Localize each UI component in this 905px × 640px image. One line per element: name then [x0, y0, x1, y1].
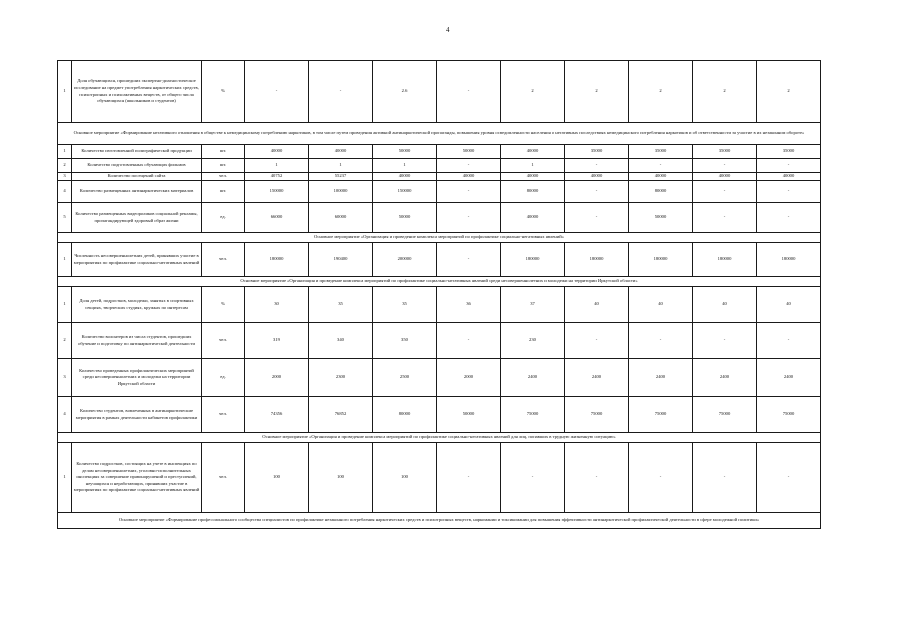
- value-cell: -: [437, 203, 501, 233]
- value-cell: 35: [309, 287, 373, 323]
- value-cell: 2400: [565, 359, 629, 397]
- row-number: 5: [58, 203, 72, 233]
- value-cell: 36: [437, 287, 501, 323]
- value-cell: -: [565, 443, 629, 513]
- value-cell: 1: [245, 159, 309, 173]
- value-cell: -: [757, 181, 821, 203]
- value-cell: 2400: [693, 359, 757, 397]
- value-cell: 2400: [629, 359, 693, 397]
- value-cell: 80000: [629, 181, 693, 203]
- value-cell: 2400: [501, 359, 565, 397]
- value-cell: 35000: [565, 145, 629, 159]
- value-cell: -: [629, 323, 693, 359]
- value-cell: 75000: [629, 397, 693, 433]
- indicator-row: [58, 323, 821, 359]
- indicator-row: [58, 397, 821, 433]
- value-cell: 74356: [245, 397, 309, 433]
- value-cell: 40000: [693, 173, 757, 181]
- section-header-row: [58, 513, 821, 529]
- indicator-name: Количество волонтеров из числа студентов, прошедших обучение и подготовку по антинаркотической деятельности: [72, 323, 202, 359]
- indicator-name: Количество размещенных антинаркотических материалов: [72, 181, 202, 203]
- value-cell: -: [501, 443, 565, 513]
- value-cell: 40000: [437, 173, 501, 181]
- value-cell: 2400: [757, 359, 821, 397]
- value-cell: -: [565, 159, 629, 173]
- value-cell: -: [629, 443, 693, 513]
- value-cell: 150000: [245, 181, 309, 203]
- indicator-name: Количество подростков, состоящих на учете в инспекциях по делам несовершеннолетних, уголовно-исполнительных инспекциях за совершение правонарушений и преступлений, неучащихся и неработающих, принявших участие в мероприятиях по профилактике социально-негативных явлений: [72, 443, 202, 513]
- value-cell: 40000: [373, 173, 437, 181]
- indicator-row: [58, 173, 821, 181]
- row-number: 1: [58, 287, 72, 323]
- value-cell: 35000: [629, 145, 693, 159]
- indicator-row: [58, 181, 821, 203]
- value-cell: -: [757, 159, 821, 173]
- value-cell: -: [757, 323, 821, 359]
- value-cell: 2: [501, 61, 565, 123]
- value-cell: 75000: [565, 397, 629, 433]
- unit-cell: чел.: [202, 443, 245, 513]
- value-cell: 180000: [501, 243, 565, 277]
- row-number: 3: [58, 359, 72, 397]
- value-cell: 40000: [629, 173, 693, 181]
- value-cell: 1: [309, 159, 373, 173]
- value-cell: 2.6: [373, 61, 437, 123]
- row-number: 1: [58, 243, 72, 277]
- value-cell: -: [757, 203, 821, 233]
- indicator-row: [58, 159, 821, 173]
- value-cell: 40000: [309, 145, 373, 159]
- value-cell: 35000: [693, 145, 757, 159]
- value-cell: 180000: [629, 243, 693, 277]
- value-cell: 2: [757, 61, 821, 123]
- unit-cell: чел.: [202, 173, 245, 181]
- unit-cell: чел.: [202, 243, 245, 277]
- section-title: Основное мероприятие «Организация и проведение комплекса мероприятий по профилактике социально-негативных явлений»: [58, 233, 821, 243]
- indicator-name: Количество подготовленных обучающих фильмов: [72, 159, 202, 173]
- unit-cell: %: [202, 61, 245, 123]
- indicator-row: [58, 203, 821, 233]
- value-cell: -: [565, 181, 629, 203]
- row-number: 3: [58, 173, 72, 181]
- value-cell: 55237: [309, 173, 373, 181]
- value-cell: -: [565, 323, 629, 359]
- value-cell: 319: [245, 323, 309, 359]
- value-cell: -: [629, 159, 693, 173]
- value-cell: 40000: [501, 173, 565, 181]
- section-title: Основное мероприятие «Формирование профессионального сообщества специалистов по профилактике незаконного потребления наркотических средств и психотропных веществ, наркомании и токсикомании для повышения эффективности антинаркотической профилактической деятельности в сфере молодежной политики»: [58, 513, 821, 529]
- value-cell: 40: [629, 287, 693, 323]
- value-cell: -: [757, 443, 821, 513]
- section-header-row: [58, 277, 821, 287]
- row-number: 1: [58, 443, 72, 513]
- row-number: 2: [58, 323, 72, 359]
- indicator-name: Количество размещенных видеороликов социальной рекламы, пропагандирующей здоровый образ жизни: [72, 203, 202, 233]
- value-cell: 350: [373, 323, 437, 359]
- value-cell: 40000: [757, 173, 821, 181]
- value-cell: -: [245, 61, 309, 123]
- value-cell: 40000: [501, 145, 565, 159]
- indicator-row: [58, 61, 821, 123]
- value-cell: 80000: [501, 181, 565, 203]
- section-header-row: [58, 433, 821, 443]
- value-cell: -: [565, 203, 629, 233]
- value-cell: 100000: [309, 181, 373, 203]
- value-cell: 2: [629, 61, 693, 123]
- unit-cell: шт.: [202, 145, 245, 159]
- value-cell: 180000: [245, 243, 309, 277]
- value-cell: -: [437, 323, 501, 359]
- indicator-row: [58, 243, 821, 277]
- value-cell: -: [437, 181, 501, 203]
- value-cell: -: [437, 443, 501, 513]
- indicator-row: [58, 145, 821, 159]
- value-cell: 40000: [245, 145, 309, 159]
- value-cell: -: [693, 159, 757, 173]
- value-cell: 35000: [757, 145, 821, 159]
- value-cell: -: [437, 243, 501, 277]
- row-number: 2: [58, 159, 72, 173]
- section-title: Основное мероприятие «Формирование негативного отношения в обществе к немедицинскому потреблению наркотиков, в том числе путем проведения активной антинаркотической пропаганды, повышения уровня осведомленности населения о негативных последствиях немедицинского потребления наркотиков и об ответственности за участие в их незаконном обороте»: [58, 123, 821, 145]
- value-cell: 50000: [373, 203, 437, 233]
- value-cell: 75000: [757, 397, 821, 433]
- value-cell: 2300: [309, 359, 373, 397]
- section-title: Основное мероприятие «Организация и проведение комплекса мероприятий по профилактике социально-негативных явлений среди несовершеннолетних и молодежи на территории Иркутской области»: [58, 277, 821, 287]
- unit-cell: шт.: [202, 181, 245, 203]
- indicator-name: Доля обучающихся, прошедших экспертно-диагностическое исследование на предмет употребления наркотических средств, психотропных и психоактивных веществ, от общего числа обучающихся (школьников и студентов): [72, 61, 202, 123]
- value-cell: 150000: [373, 181, 437, 203]
- value-cell: 2: [565, 61, 629, 123]
- value-cell: 2000: [245, 359, 309, 397]
- value-cell: 230: [501, 323, 565, 359]
- indicator-name: Количество студентов, вовлеченных в антинаркотические мероприятия в рамках деятельности кабинетов профилактики: [72, 397, 202, 433]
- value-cell: 40: [693, 287, 757, 323]
- value-cell: 2: [693, 61, 757, 123]
- value-cell: 75000: [693, 397, 757, 433]
- indicators-table: [57, 60, 821, 529]
- unit-cell: шт.: [202, 159, 245, 173]
- value-cell: 50000: [629, 203, 693, 233]
- value-cell: 190400: [309, 243, 373, 277]
- value-cell: 40752: [245, 173, 309, 181]
- value-cell: 60000: [309, 203, 373, 233]
- value-cell: -: [693, 203, 757, 233]
- unit-cell: чел.: [202, 323, 245, 359]
- value-cell: 180000: [693, 243, 757, 277]
- value-cell: 2500: [373, 359, 437, 397]
- value-cell: 35: [373, 287, 437, 323]
- indicator-row: [58, 443, 821, 513]
- value-cell: -: [693, 443, 757, 513]
- value-cell: -: [693, 323, 757, 359]
- value-cell: 340: [309, 323, 373, 359]
- value-cell: 37: [501, 287, 565, 323]
- value-cell: 30: [245, 287, 309, 323]
- value-cell: 1: [501, 159, 565, 173]
- indicator-name: Количество посещений сайта: [72, 173, 202, 181]
- indicator-name: Количество проведенных профилактических мероприятий среди несовершеннолетних и молодежи на территории Иркутской области: [72, 359, 202, 397]
- section-title: Основное мероприятие «Организация и проведение комплекса мероприятий по профилактике социально-негативных явлений для лиц, попавших в трудную жизненную ситуацию»: [58, 433, 821, 443]
- value-cell: 40: [565, 287, 629, 323]
- value-cell: 40: [757, 287, 821, 323]
- indicator-name: Количество изготовленной полиграфической продукции: [72, 145, 202, 159]
- value-cell: 100: [245, 443, 309, 513]
- section-header-row: [58, 123, 821, 145]
- unit-cell: %: [202, 287, 245, 323]
- value-cell: 200000: [373, 243, 437, 277]
- value-cell: 50000: [373, 145, 437, 159]
- unit-cell: ед.: [202, 359, 245, 397]
- value-cell: 50000: [437, 397, 501, 433]
- value-cell: 100: [373, 443, 437, 513]
- indicator-name: Численность несовершеннолетних детей, принявших участие в мероприятиях по профилактике социально-негативных явлений: [72, 243, 202, 277]
- section-header-row: [58, 233, 821, 243]
- value-cell: 66000: [245, 203, 309, 233]
- indicator-name: Доля детей, подростков, молодежи, занятых в спортивных секциях, творческих студиях, кружках по интересам: [72, 287, 202, 323]
- value-cell: 2000: [437, 359, 501, 397]
- value-cell: 100: [309, 443, 373, 513]
- value-cell: 50000: [437, 145, 501, 159]
- unit-cell: ед.: [202, 203, 245, 233]
- value-cell: -: [437, 159, 501, 173]
- value-cell: -: [309, 61, 373, 123]
- value-cell: 76852: [309, 397, 373, 433]
- value-cell: -: [437, 61, 501, 123]
- row-number: 4: [58, 181, 72, 203]
- value-cell: 80000: [373, 397, 437, 433]
- indicator-row: [58, 359, 821, 397]
- value-cell: 40000: [501, 203, 565, 233]
- page-number: 4: [446, 26, 450, 34]
- value-cell: 180000: [565, 243, 629, 277]
- unit-cell: чел.: [202, 397, 245, 433]
- indicator-row: [58, 287, 821, 323]
- value-cell: 75000: [501, 397, 565, 433]
- row-number: 1: [58, 145, 72, 159]
- row-number: 4: [58, 397, 72, 433]
- value-cell: -: [693, 181, 757, 203]
- row-number: 1: [58, 61, 72, 123]
- value-cell: 1: [373, 159, 437, 173]
- value-cell: 40000: [565, 173, 629, 181]
- value-cell: 180000: [757, 243, 821, 277]
